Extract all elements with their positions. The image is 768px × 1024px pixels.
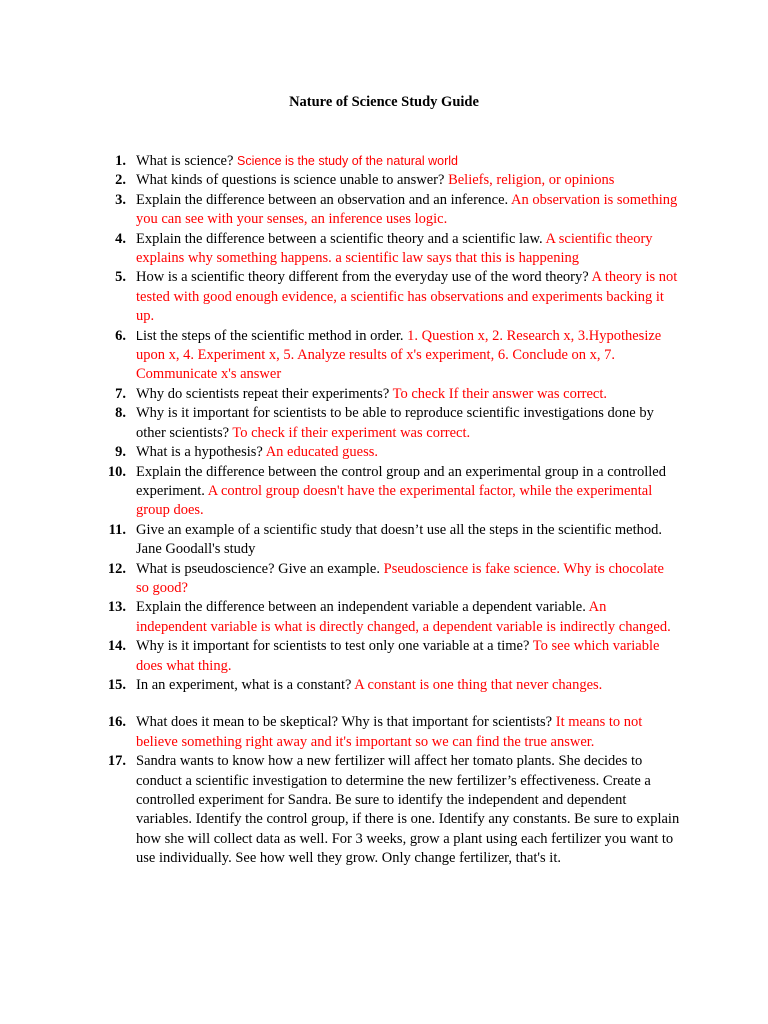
question-text: What is pseudoscience? Give an example.: [136, 560, 380, 577]
question-number: 16.: [107, 714, 126, 731]
question-text: What is a hypothesis?: [136, 444, 263, 461]
question-number: 11.: [108, 521, 126, 538]
question-item-12: [100, 560, 680, 599]
question-item-17: [100, 752, 680, 868]
question-item-7: [100, 385, 680, 404]
answer-text: It means to not believe something right away and it's important so we can find the true answer.: [136, 714, 643, 750]
question-number: 3.: [115, 191, 126, 208]
answer-text: To see which variable does what thing.: [136, 638, 660, 674]
answer-text: To check if their experiment was correct.: [232, 424, 471, 441]
question-item-2: [100, 171, 680, 190]
question-lead-letter: L: [136, 328, 143, 343]
question-number: 17.: [107, 753, 126, 770]
question-item-10: [100, 463, 680, 521]
answer-text: A theory is not tested with good enough evidence, a scientific has observations and experiments backing it up.: [136, 269, 678, 325]
answer-text: An educated guess.: [265, 444, 379, 461]
question-text: Explain the difference between an observation and an inference.: [136, 191, 509, 208]
question-number: 9.: [115, 444, 126, 461]
question-text: Sandra wants to know how a new fertilizer will affect her tomato plants. She decides to conduct a scientific investigation to determine the new fertilizer’s effectiveness. Create a controlled experiment for Sandra. Be sure to identify the independent and dependent variables. Identify the control group, if there is one. Identify any constants. Be sure to explain how she will collect data as well. For 3 weeks, grow a plant using each fertilizer you want to use individually. See how well they grow. Only change fertilizer, that's it.: [136, 753, 680, 867]
question-item-1: [100, 152, 680, 171]
question-item-16: [100, 713, 680, 752]
answer-text: A control group doesn't have the experimental factor, while the experimental group does.: [136, 482, 653, 519]
page-title: Nature of Science Study Guide: [289, 94, 479, 110]
question-text: Explain the difference between the control group and an experimental group in a controlled experiment.: [136, 463, 666, 499]
question-text: Why do scientists repeat their experiments?: [136, 385, 390, 402]
question-number: 5.: [115, 269, 126, 286]
question-item-13: [100, 598, 680, 637]
answer-text: An independent variable is what is directly changed, a dependent variable is indirectly changed.: [136, 599, 671, 635]
question-item-6: [100, 327, 680, 385]
question-text: How is a scientific theory different from the everyday use of the word theory?: [136, 269, 589, 286]
answer-text: To check If their answer was correct.: [392, 385, 608, 402]
answer-text: Pseudoscience is fake science. Why is chocolate so good?: [136, 560, 664, 596]
question-item-15: [100, 676, 680, 695]
answer-text: 1. Question x, 2. Research x, 3.Hypothesize upon x, 4. Experiment x, 5. Analyze results of x's experiment, 6. Conclude on x, 7. Communicate x's answer: [136, 327, 662, 383]
question-text: Why is it important for scientists to be able to reproduce scientific investigations done by other scientists?: [136, 405, 654, 441]
answer-text: A constant is one thing that never changes.: [354, 676, 603, 693]
answer-text: Beliefs, religion, or opinions: [448, 172, 615, 189]
question-number: 13.: [107, 599, 126, 616]
answer-text: Science is the study of the natural world: [237, 154, 459, 168]
question-text: What kinds of questions is science unable to answer?: [136, 172, 445, 189]
question-number: 4.: [115, 230, 126, 247]
question-number: 14.: [107, 638, 126, 655]
question-number: 2.: [115, 172, 126, 189]
question-item-14: [100, 637, 680, 676]
question-text: Explain the difference between a scientific theory and a scientific law.: [136, 230, 543, 247]
question-number: 10.: [107, 463, 126, 480]
question-text: Explain the difference between an independent variable a dependent variable.: [136, 599, 586, 616]
question-text: What is science?: [136, 153, 234, 169]
question-item-5: [100, 268, 680, 326]
question-item-3: [100, 191, 680, 230]
question-item-9: [100, 443, 680, 462]
question-number: 6.: [115, 327, 126, 344]
question-item-8: [100, 404, 680, 443]
question-text: Why is it important for scientists to test only one variable at a time?: [136, 638, 530, 655]
question-number: 7.: [115, 385, 126, 402]
question-number: 1.: [115, 153, 126, 169]
question-list: [100, 152, 680, 869]
question-text: Give an example of a scientific study that doesn’t use all the steps in the scientific method. Jane Goodall's study: [136, 521, 663, 558]
answer-text: A scientific theory explains why something happens. a scientific law says that this is happening: [136, 230, 653, 267]
answer-text: An observation is something you can see with your senses, an inference uses logic.: [136, 191, 678, 228]
question-number: 15.: [107, 676, 126, 693]
question-number: 8.: [115, 405, 126, 422]
question-number: 12.: [107, 560, 126, 577]
question-item-11: [100, 521, 680, 560]
question-text: In an experiment, what is a constant?: [136, 676, 352, 693]
question-text: ist the steps of the scientific method in order.: [142, 327, 404, 344]
question-text: What does it mean to be skeptical? Why is that important for scientists?: [136, 714, 553, 731]
question-item-4: [100, 230, 680, 269]
